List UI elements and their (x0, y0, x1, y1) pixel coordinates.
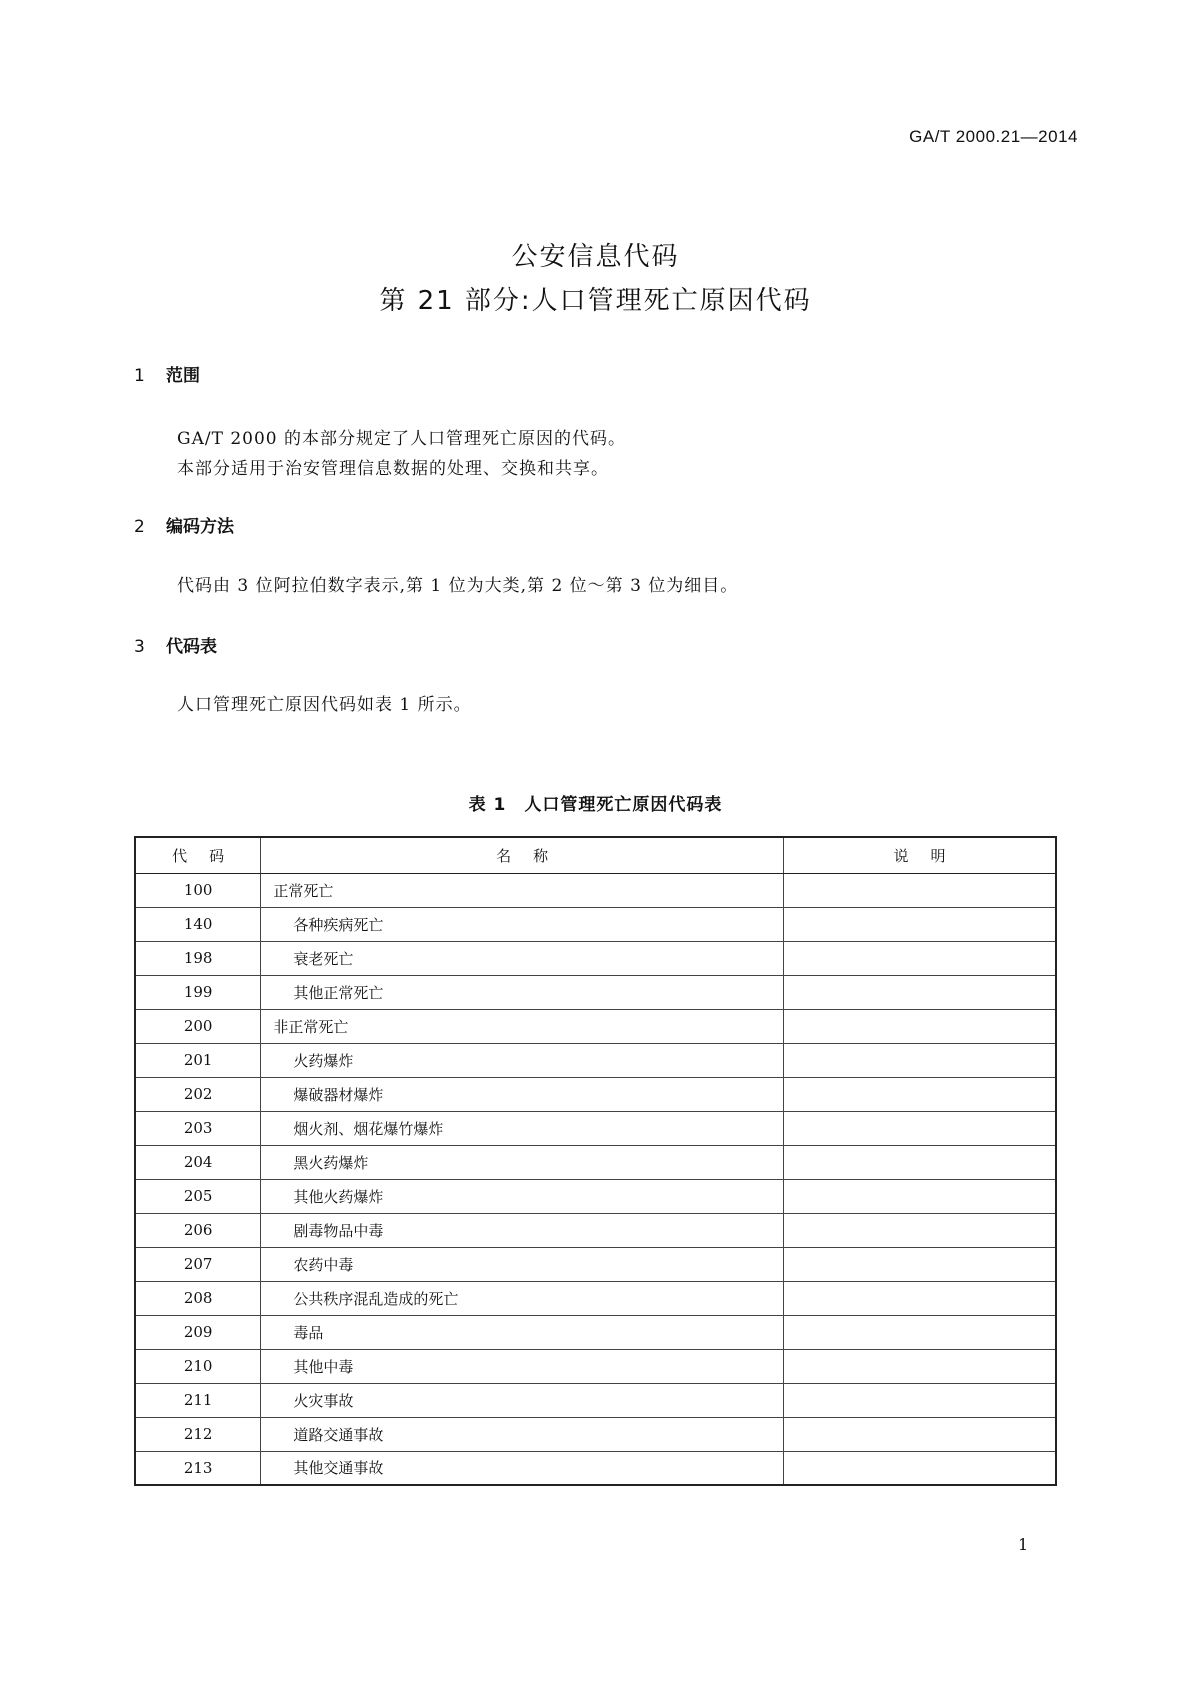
row-name: 其他中毒 (293, 1357, 354, 1376)
section-number: 2 (134, 517, 145, 537)
row-description (784, 1451, 1056, 1485)
row-name: 爆破器材爆炸 (293, 1085, 384, 1104)
row-code: 203 (135, 1111, 261, 1145)
row-description (784, 1417, 1056, 1451)
row-name: 正常死亡 (273, 881, 334, 900)
table-row (135, 1417, 1056, 1451)
table-row (135, 1179, 1056, 1213)
row-description (784, 1145, 1056, 1179)
row-description (784, 1009, 1056, 1043)
row-name: 衰老死亡 (293, 949, 354, 968)
section-number: 1 (134, 366, 145, 386)
row-description (784, 1281, 1056, 1315)
header-description: 说明 (784, 837, 1056, 873)
row-code: 100 (135, 873, 261, 907)
row-name: 各种疾病死亡 (293, 915, 384, 934)
section-title: 代码表 (166, 637, 217, 657)
row-description (784, 1111, 1056, 1145)
row-description (784, 975, 1056, 1009)
row-code: 204 (135, 1145, 261, 1179)
row-code: 199 (135, 975, 261, 1009)
standard-code: GA/T 2000.21—2014 (909, 127, 1078, 146)
row-name: 其他正常死亡 (293, 983, 384, 1002)
table-row (135, 1111, 1056, 1145)
row-description (784, 1179, 1056, 1213)
table-row (135, 1009, 1056, 1043)
table-header-row (135, 837, 1056, 873)
row-name: 其他火药爆炸 (293, 1187, 384, 1206)
table-row (135, 1315, 1056, 1349)
scope-paragraph-1: GA/T 2000 的本部分规定了人口管理死亡原因的代码。 (177, 429, 626, 449)
row-name: 剧毒物品中毒 (293, 1221, 384, 1240)
table-row (135, 1145, 1056, 1179)
row-code: 207 (135, 1247, 261, 1281)
section-title: 范围 (166, 366, 200, 386)
table-row (135, 975, 1056, 1009)
row-code: 209 (135, 1315, 261, 1349)
table-row (135, 1383, 1056, 1417)
document-subtitle: 第 21 部分:人口管理死亡原因代码 (379, 286, 812, 316)
row-description (784, 873, 1056, 907)
row-code: 200 (135, 1009, 261, 1043)
table-row (135, 941, 1056, 975)
section-heading-method (134, 512, 234, 537)
row-description (784, 1247, 1056, 1281)
row-code: 198 (135, 941, 261, 975)
row-description (784, 941, 1056, 975)
table-reference-paragraph: 人口管理死亡原因代码如表 1 所示。 (177, 695, 472, 715)
document-title: 公安信息代码 (511, 242, 680, 272)
table-row (135, 1451, 1056, 1485)
row-name: 公共秩序混乱造成的死亡 (293, 1289, 459, 1308)
scope-paragraph-2: 本部分适用于治安管理信息数据的处理、交换和共享。 (177, 459, 609, 479)
row-name: 黑火药爆炸 (293, 1153, 369, 1172)
row-description (784, 1043, 1056, 1077)
row-code: 140 (135, 907, 261, 941)
row-name: 火灾事故 (293, 1391, 354, 1410)
row-code: 208 (135, 1281, 261, 1315)
table-row (135, 1213, 1056, 1247)
section-heading-scope (134, 361, 200, 386)
row-name: 火药爆炸 (293, 1051, 354, 1070)
row-name: 道路交通事故 (293, 1425, 384, 1444)
row-code: 206 (135, 1213, 261, 1247)
row-code: 201 (135, 1043, 261, 1077)
row-code: 202 (135, 1077, 261, 1111)
table-row (135, 907, 1056, 941)
table-row (135, 1043, 1056, 1077)
table-row (135, 1349, 1056, 1383)
table-row (135, 1281, 1056, 1315)
table-row (135, 873, 1056, 907)
row-name: 非正常死亡 (273, 1017, 349, 1036)
method-paragraph: 代码由 3 位阿拉伯数字表示,第 1 位为大类,第 2 位～第 3 位为细目。 (177, 576, 739, 596)
row-name: 毒品 (293, 1323, 324, 1342)
row-description (784, 1213, 1056, 1247)
row-description (784, 1383, 1056, 1417)
table-row (135, 1247, 1056, 1281)
row-code: 213 (135, 1451, 261, 1485)
section-heading-code-table (134, 632, 217, 657)
section-title: 编码方法 (166, 517, 234, 537)
row-description (784, 1315, 1056, 1349)
table-caption: 表 1 人口管理死亡原因代码表 (468, 795, 723, 815)
death-cause-code-table (134, 836, 1057, 1486)
table-row (135, 1077, 1056, 1111)
row-name: 其他交通事故 (293, 1459, 384, 1478)
header-code: 代码 (135, 837, 261, 873)
row-description (784, 907, 1056, 941)
row-code: 205 (135, 1179, 261, 1213)
row-name: 农药中毒 (293, 1255, 354, 1274)
row-code: 211 (135, 1383, 261, 1417)
page-number: 1 (1018, 1535, 1029, 1554)
header-name: 名称 (261, 837, 784, 873)
row-description (784, 1077, 1056, 1111)
row-name: 烟火剂、烟花爆竹爆炸 (293, 1119, 444, 1138)
row-code: 212 (135, 1417, 261, 1451)
row-description (784, 1349, 1056, 1383)
row-code: 210 (135, 1349, 261, 1383)
section-number: 3 (134, 637, 145, 657)
